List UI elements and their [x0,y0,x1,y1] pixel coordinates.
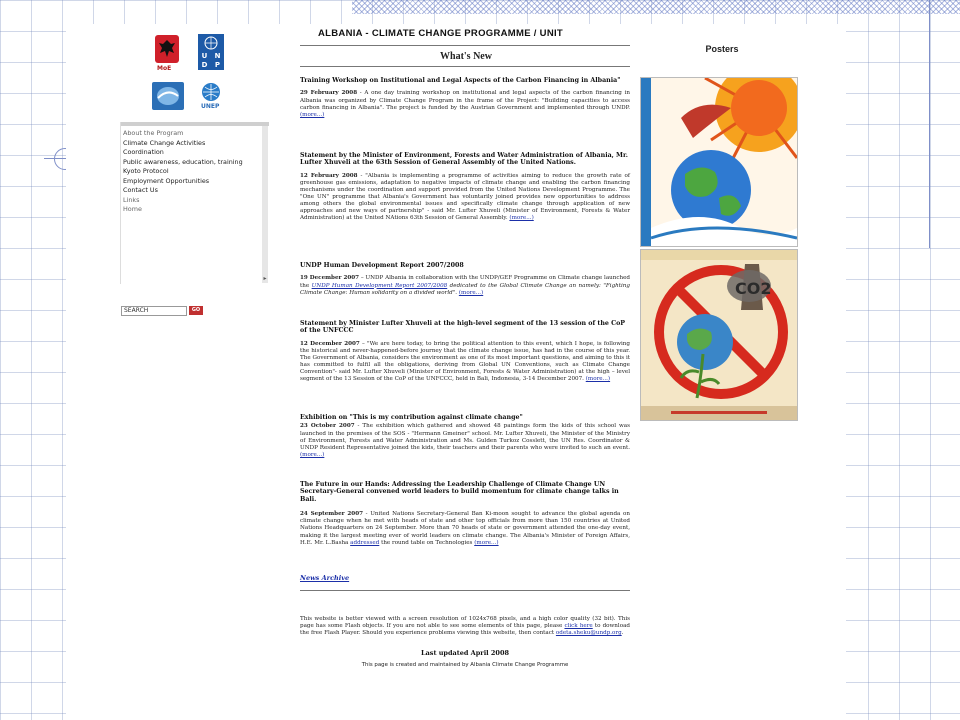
news-title: Statement by the Minister of Environment, Forests and Water Administration of Albania, Mr. Lufter Xhuveli at the 63th Session of General Assembly of the United Nations. [300,152,628,167]
news-text: – "We are here today, to bring the political attention to this event, which I hope, is following the historical and never-happened-before journey that the climate change issue, has had in the course of this year. The Government of Albania, considers the environment as one of its most important questions, and aiming to this it has committed to fulfil all the obligations, deriving from Global UN Conventions, such as Climate Change Convention"- said Mr. Lufter Xhuveli (Minister of Environment, Forests & Water Administration) at the high – level segment of the 13 Session of the CoP of the UNFCCC, held in Bali, Indonesia, 3-14 December 2007. [300,340,630,383]
news-title: The Future in our Hands: Addressing the Leadership Challenge of Climate Change UN Secretary-General convened world leaders to build momentum for climate change talks in Bali. [300,481,619,503]
undp-logo[interactable] [198,34,224,70]
last-updated: Last updated April 2008 [421,649,509,657]
search-input[interactable]: SEARCH [121,306,187,316]
more-link[interactable]: (more...) [509,215,534,222]
web-page [66,24,846,720]
news-item [300,481,630,547]
news-text: - United Nations Secretary-General Ban Ki-moon sought to advance the global agenda on climate change when he met with heads of state and other top officials from more than 150 countries at United Nations Headquarters on 24 September. More than 70 heads of state or government attended the one-day event, making it the largest meeting ever of world leaders on climate change. The Albania's Minister of Foreign Affairs, H.E. Mr. L.Basha [300,511,630,546]
news-body [300,275,630,296]
sidebar-item-employment[interactable]: Employment Opportunities [123,176,210,185]
co2-poster[interactable] [640,249,798,421]
news-item [300,77,630,119]
news-body [300,90,630,118]
more-link[interactable]: (more...) [585,376,611,383]
news-date: 12 December 2007 [300,340,360,347]
sidebar-item-public-awareness[interactable]: Public awareness, education, training [123,157,243,166]
news-body [300,511,630,546]
news-text: the round table on Technologies [379,539,475,546]
news-item [300,414,630,459]
addressed-link[interactable]: addressed [350,539,380,546]
co2-label: CO2 [735,279,772,298]
news-title: Exhibition on "This is my contribution against climate change" [300,414,523,421]
undp-letter-d: D [201,61,208,69]
news-date: 12 February 2008 [300,172,358,179]
news-archive-link[interactable]: News Archive [300,574,350,582]
footer-note [300,616,630,637]
more-link[interactable]: (more...) [300,111,325,118]
section-title: What's New [440,51,492,62]
posters-title: Posters [705,44,739,54]
news-text: - A one day training workshop on institutional and legal aspects of the carbon financing in Albania was organized by Climate Change Program in the frame of the Project: "Building capacities to access carbon financing in Albania". The project is funded by the Austrian Government and implemented through UNDP. [300,90,630,111]
sun-earth-poster[interactable] [640,77,798,247]
main-content [300,24,632,67]
news-body [300,173,630,223]
sidebar-item-about[interactable]: About the Program [123,129,184,137]
hdr-report-link[interactable]: UNDP Human Development Report 2007/2008 [311,282,448,289]
undp-letter-u: U [201,52,208,60]
news-date: 24 September 2007 [300,511,363,518]
divider [300,45,630,46]
sidebar-item-activities[interactable]: Climate Change Activities [123,138,206,147]
news-item [300,152,630,222]
sidebar-item-kyoto[interactable]: Kyoto Protocol [123,167,169,175]
partner-logos [152,34,232,124]
more-link[interactable]: (more...) [300,451,325,458]
email-link[interactable]: odeta.sheku@undp.org [555,630,622,637]
sidebar-nav [120,122,269,284]
news-title: Statement by Minister Lufter Xhuveli at the high-level segment of the 13 session of the CoP of the UNFCCC [300,320,626,335]
site-title: ALBANIA - CLIMATE CHANGE PROGRAMME / UNIT [318,28,564,39]
more-link[interactable]: (more...) [474,539,499,546]
news-date: 19 December 2007 [300,275,360,282]
divider [300,66,630,67]
news-title: Training Workshop on Institutional and Legal Aspects of the Carbon Financing in Albania" [300,77,621,84]
moe-logo[interactable] [152,34,182,74]
decorative-vertical-line [929,0,930,248]
undp-letter-p: P [214,61,221,69]
news-date: 23 October 2007 [300,423,355,430]
news-body [300,423,630,458]
news-item [300,320,630,383]
click-here-link[interactable]: click here [564,623,593,630]
un-emblem-icon [198,34,224,52]
unep-logo[interactable] [198,82,224,110]
sidebar-item-coordination[interactable]: Coordination [123,148,164,156]
news-item [300,262,630,297]
footer-text: to download the free Flash Player. Should you experience problems viewing this website, then contact [300,623,630,637]
divider [300,590,630,591]
sidebar-scrollbar[interactable] [262,126,268,283]
footer-text: This website is better viewed with a screen resolution of 1024x768 pixels, and a high color quality (32 bit). This page has some Flash objects. If you are not able to see some elements of this page, please [300,616,630,630]
news-body [300,341,630,384]
decorative-top-band [352,0,960,14]
sidebar-item-links[interactable]: Links [123,195,140,204]
scroll-right-arrow-icon[interactable]: ▸ [263,275,267,282]
climate-programme-logo[interactable] [152,82,184,110]
news-date: 29 February 2008 [300,90,358,97]
moe-label: MoE [157,65,172,72]
news-text: - The exhibition which gathered and showed 48 paintings form the kids of this school was launched in the premises of the SOS - "Hermann Gmeiner" school. Mr. Lufter Xhuveli, the Minister of the Ministry of Environment, Forests and Water Administration and Ms. Gulden Turkoz Cosslett, the UN Res. Coordinator & UNDP Resident Representative joined the kids, their teachers and their parents who were invited to such an event. [300,423,630,451]
undp-letter-n: N [214,52,221,60]
sidebar-item-home[interactable]: Home [123,205,142,213]
search-go-button[interactable]: GO [189,306,203,315]
sidebar-item-contact[interactable]: Contact Us [123,186,158,194]
search-form [121,300,209,319]
news-text: dedicated to the Global Climate Change an namely: "Fighting Climate Change: Human solidarity on a divided world". [300,282,630,296]
unep-label: UNEP [201,103,220,110]
footer-text: . [621,630,624,637]
news-text: – UNDP Albania in collaboration with the UNDP/GEF Programme on Climate change launched the [300,275,630,289]
more-link[interactable]: (more...) [458,289,484,296]
news-text: - "Albania is implementing a programme of activities aiming to reduce the growth rate of greenhouse gas emissions, adaptation to negative impacts of climate change and enabling the carbon financing mechanisms under the coordination and support provided from the United Nations Development Programme. The "One UN" programme that Albania's Government has voluntarily joined provides new opportunities to address among others the global environmental issues and specifically climate change through application of new approaches and new ways of partnership" - said Mr. Lufter Xhuveli (Minister of Environment, Forests & Water Administration) at the United NAtions 63th Session of General Assembly. [300,172,630,222]
created-by: This page is created and maintained by Albania Climate Change Programme [361,662,569,668]
news-title: UNDP Human Development Report 2007/2008 [300,262,464,269]
